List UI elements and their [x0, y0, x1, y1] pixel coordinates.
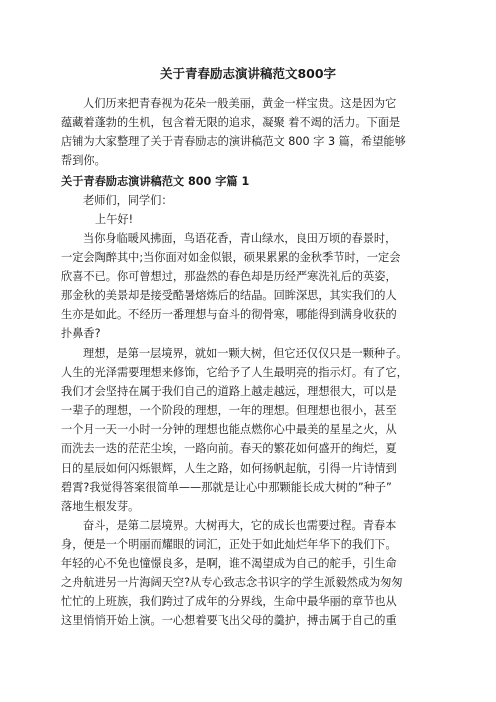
text-line: 当你身临暖风拂面，鸟语花香，青山绿水，良田万顷的春景时，	[83, 232, 397, 245]
text-line: 一个月一天一小时一分钟的理想也能点燃你心中最美的星星之火，从	[61, 423, 397, 437]
salutation-line: 上午好!	[95, 213, 134, 227]
text-line: 落地生根发芽。	[61, 499, 140, 513]
text-line: 一辈子的理想，一个阶段的理想，一年的理想。但理想也很小，甚至	[61, 404, 397, 418]
text-line: 我们才会坚持在属于我们自己的道路上越走越远，理想很大，可以是	[61, 385, 397, 399]
text-line: 日的星辰如何闪烁银辉，人生之路，如何扬帆起航，引得一片诗情到	[61, 461, 397, 475]
section-heading: 关于青春励志演讲稿范文 800 字篇 1	[61, 175, 250, 188]
intro-paragraph	[61, 94, 437, 170]
body-paragraph-1	[61, 229, 437, 344]
body-paragraph-2	[61, 344, 437, 516]
text-line: 年轻的心不免也憧憬良多，是啊，谁不渴望成为自己的舵手，引生命	[61, 557, 397, 571]
text-line: 生亦是如此。不经历一番理想与奋斗的彻骨寒，哪能得到满身收获的	[61, 308, 397, 322]
text-line: 理想，是第一层境界，就如一颗大树，但它还仅仅只是一颗种子。	[83, 347, 408, 360]
text-line: 而洗去一迭的茫茫尘埃，一路向前。春天的繁花如何盛开的绚烂，夏	[61, 442, 397, 456]
text-line: 一定会陶醉其中;当你面对如金似银，硕果累累的金秋季节时，一定会	[61, 251, 401, 265]
body-paragraph-3	[61, 516, 437, 631]
text-line: 欣喜不已。你可曾想过，那盎然的春色却是历经严寒洗礼后的英姿，	[61, 270, 397, 284]
text-line: 碧霄?我觉得答案很简单——那就是让心中那颗能长成大树的”种子”	[61, 480, 392, 494]
text-line: 那金秋的美景却是接受酷暑熔炼后的结晶。回眸深思，其实我们的人	[61, 289, 397, 303]
text-line: 忙忙的上班族，我们跨过了成年的分界线，生命中最华丽的章节也从	[61, 595, 397, 609]
text-line: 奋斗，是第二层境界。大树再大，它的成长也需要过程。青春本	[83, 519, 397, 532]
text-line: 之舟航进另一片海阔天空?从专心致志念书识字的学生派毅然成为匆匆	[61, 576, 403, 590]
text-line: 店铺为大家整理了关于青春励志的演讲稿范文 800 字 3 篇，希望能够	[61, 135, 406, 149]
text-line: 人们历来把青春视为花朵一般美丽，黄金一样宝贵。这是因为它	[83, 97, 397, 110]
text-line: 蕴藏着蓬勃的生机，包含着无限的追求，凝聚 着不竭的活力。下面是	[61, 116, 401, 130]
text-line: 这里悄悄开始上演。一心想着要飞出父母的羹护，搏击属于自己的重	[61, 614, 397, 628]
greeting-block	[61, 191, 437, 229]
text-line: 扑鼻香?	[61, 327, 101, 341]
text-line: 身，便是一个明丽而耀眼的词汇，正处于如此灿烂年华下的我们下。	[61, 538, 397, 552]
greeting-line: 老师们，同学们：	[83, 194, 173, 207]
document-title: 关于青春励志演讲稿范文800字	[159, 66, 337, 81]
text-line: 帮到你。	[61, 154, 106, 168]
text-line: 人生的光泽需要理想来修饰，它给予了人生最明亮的指示灯。有了它，	[61, 366, 408, 380]
